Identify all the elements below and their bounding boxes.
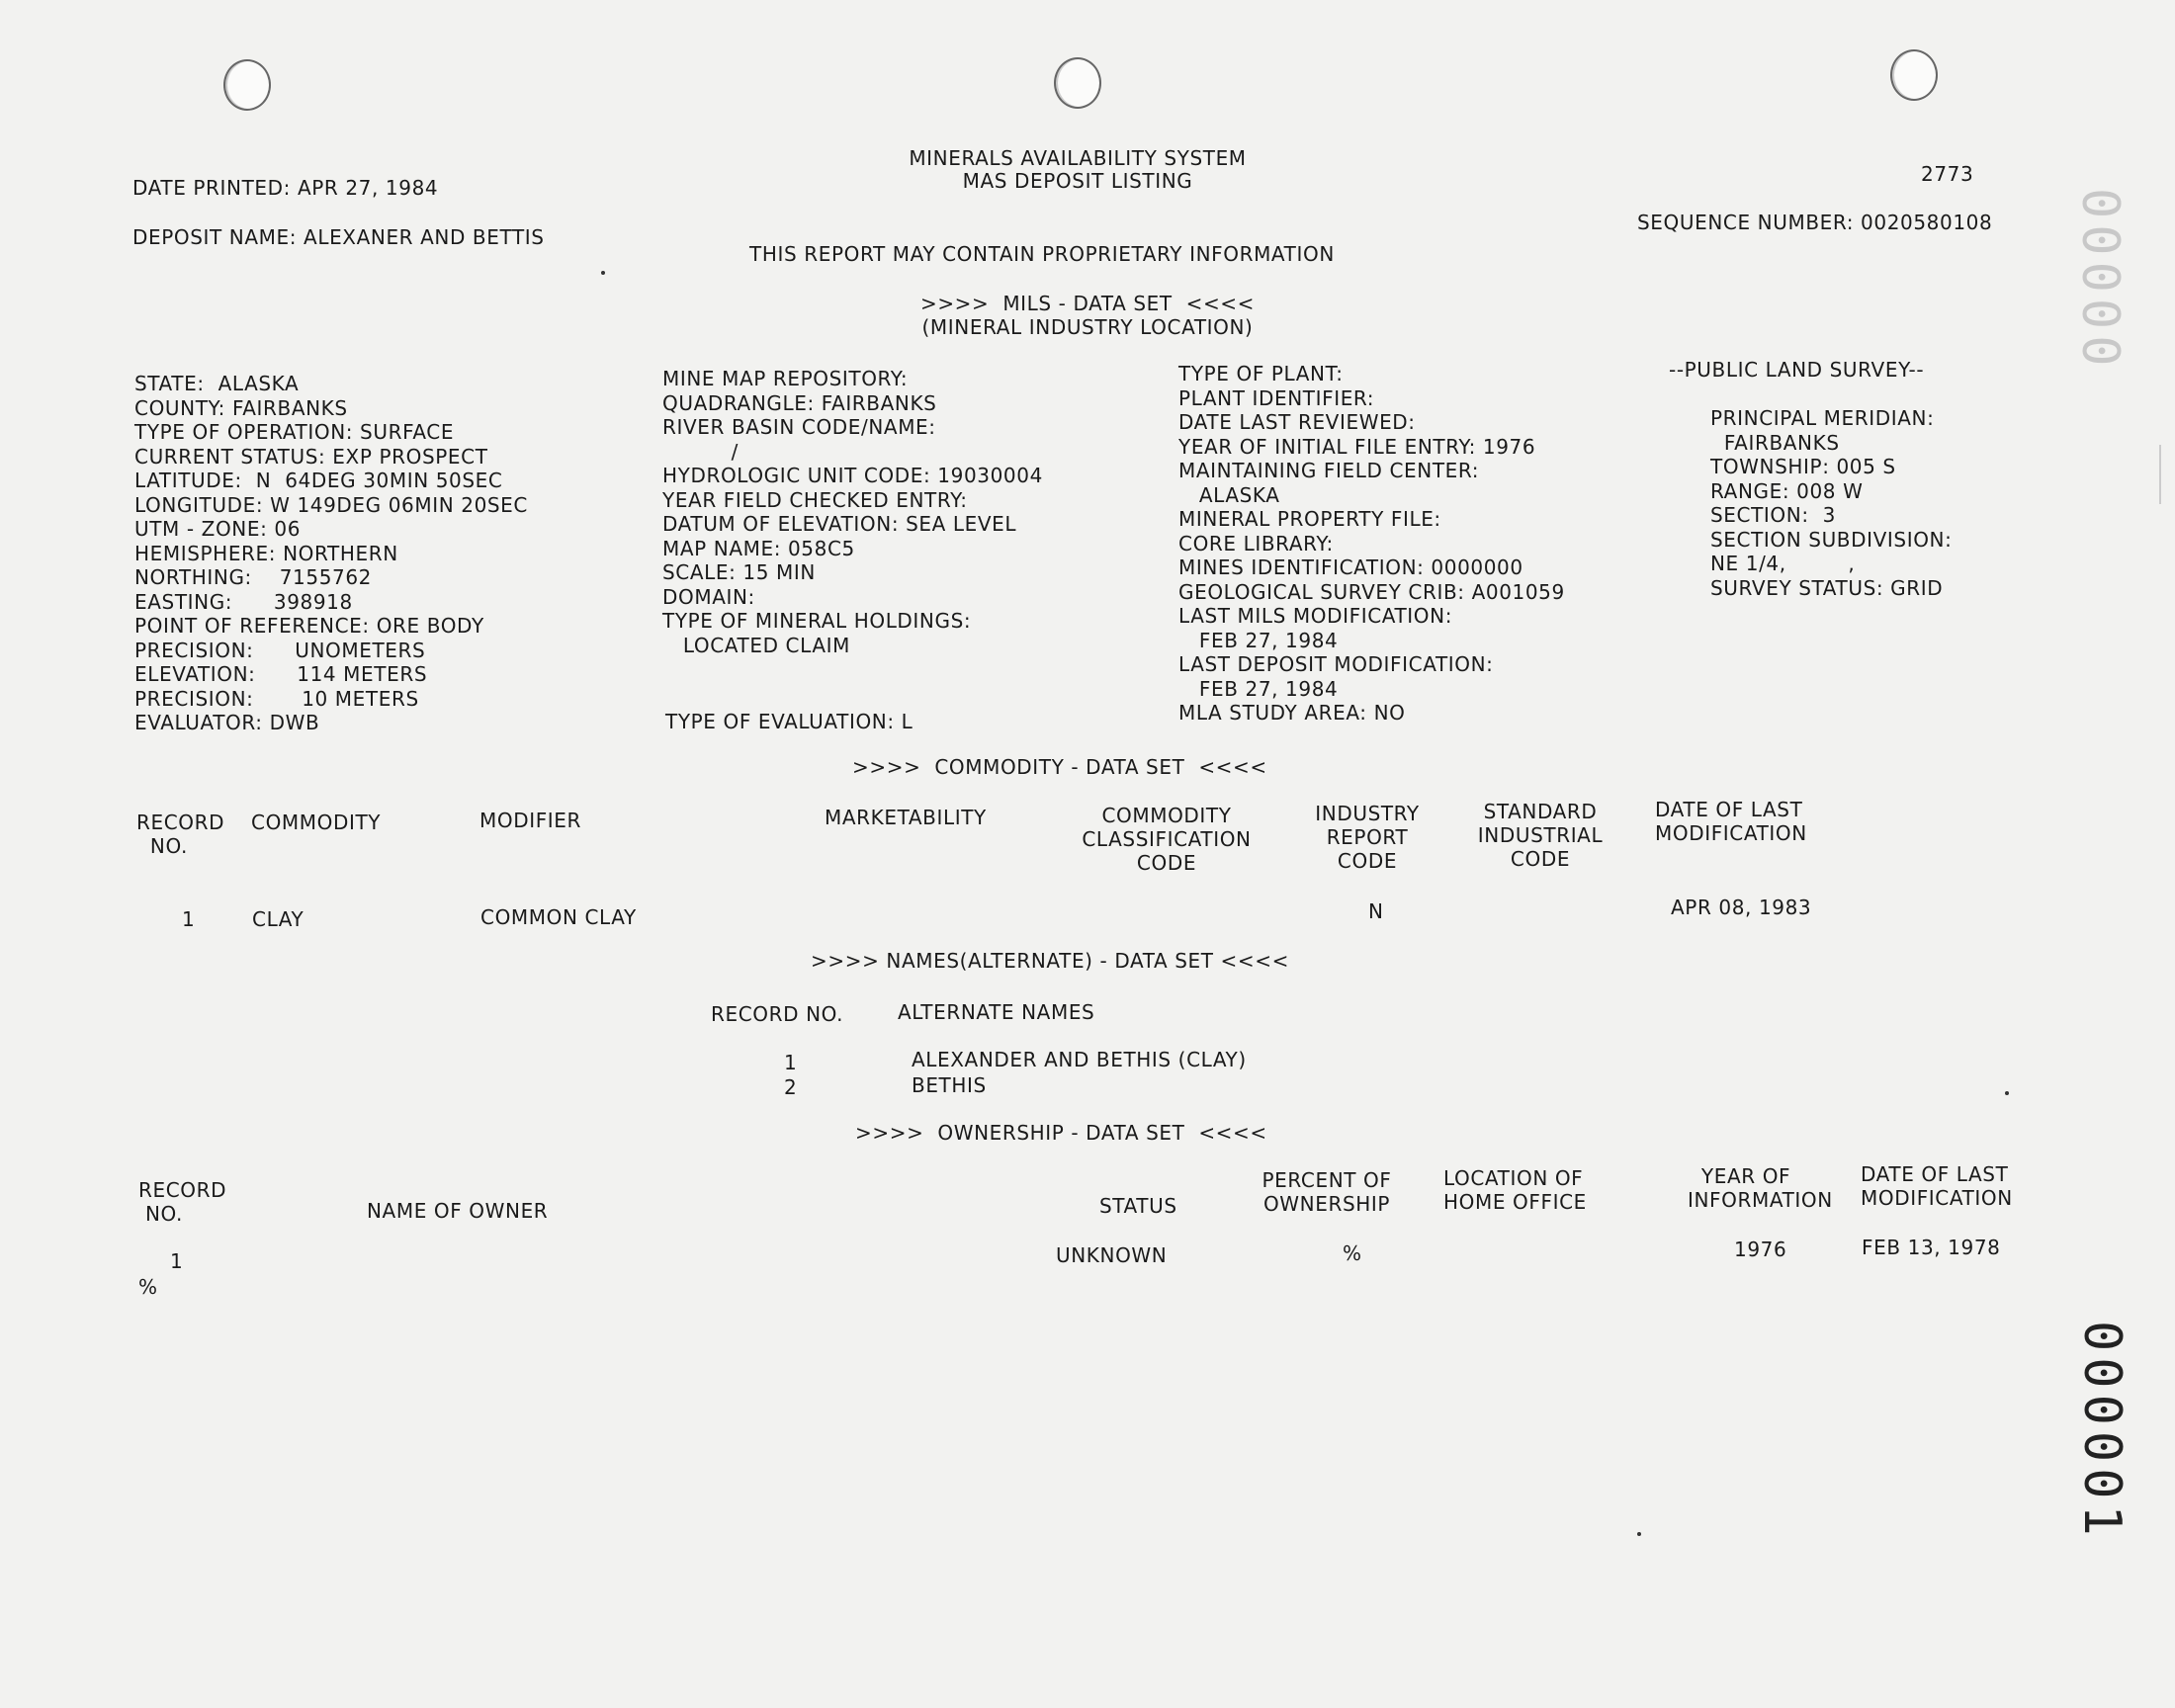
- mils-field: DOMAIN:: [662, 584, 755, 609]
- commodity-name: CLAY: [252, 907, 304, 931]
- mils-field: LAST DEPOSIT MODIFICATION:: [1178, 652, 1494, 676]
- mils-field: TYPE OF PLANT:: [1178, 362, 1344, 385]
- names-col-names: ALTERNATE NAMES: [898, 1000, 1095, 1024]
- commodity-col-standard: STANDARD INDUSTRIAL CODE: [1477, 800, 1604, 871]
- mils-field: TOWNSHIP: 005 S: [1710, 455, 1896, 478]
- mils-field: SURVEY STATUS: GRID: [1710, 575, 1944, 600]
- mils-field: QUADRANGLE: FAIRBANKS: [662, 390, 937, 415]
- mils-column-map: [662, 367, 1167, 663]
- mils-field: MLA STUDY AREA: NO: [1178, 701, 1406, 725]
- mils-field: TYPE OF MINERAL HOLDINGS:: [662, 609, 972, 633]
- page-edge-tab: [2159, 445, 2175, 504]
- commodity-col-record: RECORD NO.: [136, 811, 225, 858]
- mils-field: CORE LIBRARY:: [1178, 531, 1334, 555]
- mils-field: COUNTY: FAIRBANKS: [134, 395, 348, 420]
- punch-hole-center: [1054, 57, 1101, 109]
- alternate-name: ALEXANDER AND BETHIS (CLAY): [912, 1048, 1247, 1071]
- mils-field: /: [662, 439, 739, 464]
- ownership-col-owner: NAME OF OWNER: [367, 1199, 549, 1223]
- mils-field: HYDROLOGIC UNIT CODE: 19030004: [662, 464, 1043, 487]
- names-record-no: 2: [784, 1075, 798, 1099]
- mils-field: ALASKA: [1178, 482, 1280, 507]
- mils-column-location: [134, 372, 649, 739]
- mils-field: FAIRBANKS: [1710, 430, 1840, 455]
- mils-field: STATE: ALASKA: [134, 372, 300, 395]
- mils-field: SCALE: 15 MIN: [662, 560, 816, 584]
- listing-title: MAS DEPOSIT LISTING: [962, 169, 1193, 193]
- mils-field: MAINTAINING FIELD CENTER:: [1178, 459, 1480, 482]
- type-of-evaluation: TYPE OF EVALUATION: L: [665, 710, 914, 733]
- mils-field: RANGE: 008 W: [1710, 478, 1864, 503]
- mils-field: LAST MILS MODIFICATION:: [1178, 604, 1453, 628]
- mils-field: DATUM OF ELEVATION: SEA LEVEL: [662, 512, 1017, 536]
- mils-field: FEB 27, 1984: [1178, 628, 1339, 652]
- ownership-record-no: 1: [170, 1249, 184, 1273]
- ownership-percent: %: [1343, 1241, 1362, 1265]
- ownership-col-location: LOCATION OF HOME OFFICE: [1443, 1166, 1587, 1214]
- mils-column-land-survey: [1710, 406, 2106, 604]
- mils-field: EVALUATOR: DWB: [134, 711, 320, 734]
- deposit-name: DEPOSIT NAME: ALEXANER AND BETTIS: [132, 225, 545, 249]
- commodity-col-industry: INDUSTRY REPORT CODE: [1315, 802, 1420, 873]
- punch-hole-left: [223, 59, 271, 111]
- mils-field: MAP NAME: 058C5: [662, 536, 855, 560]
- speck: [601, 271, 605, 275]
- ownership-date: FEB 13, 1978: [1862, 1236, 2001, 1259]
- mils-field: UTM - ZONE: 06: [134, 517, 302, 541]
- microfilm-stamp-bottom: 000001: [2072, 1321, 2132, 1542]
- mils-field: HEMISPHERE: NORTHERN: [134, 541, 398, 565]
- mils-field: LOCATED CLAIM: [662, 633, 850, 657]
- sequence-number: SEQUENCE NUMBER: 0020580108: [1637, 211, 1993, 234]
- punch-hole-right: [1890, 49, 1938, 101]
- commodity-col-commodity: COMMODITY: [251, 811, 382, 834]
- names-col-record: RECORD NO.: [711, 1002, 844, 1026]
- mils-field: NORTHING: 7155762: [134, 565, 372, 589]
- ownership-col-status: STATUS: [1099, 1194, 1177, 1218]
- page-number: 2773: [1921, 162, 1974, 186]
- mils-field: RIVER BASIN CODE/NAME:: [662, 415, 936, 439]
- mils-field: ELEVATION: 114 METERS: [134, 662, 428, 686]
- commodity-industry-code: N: [1368, 899, 1384, 923]
- ownership-col-record: RECORD NO.: [138, 1178, 227, 1226]
- mils-field: PRECISION: UNOMETERS: [134, 638, 426, 662]
- commodity-col-date: DATE OF LAST MODIFICATION: [1655, 798, 1807, 845]
- ownership-col-date: DATE OF LAST MODIFICATION: [1861, 1162, 2013, 1210]
- ownership-status: UNKNOWN: [1056, 1243, 1168, 1267]
- mils-field: TYPE OF OPERATION: SURFACE: [134, 420, 455, 444]
- commodity-date: APR 08, 1983: [1671, 896, 1812, 919]
- names-record-no: 1: [784, 1051, 798, 1074]
- mils-column-plant: [1178, 362, 1693, 729]
- commodity-record-no: 1: [182, 907, 196, 931]
- ownership-heading: >>>> OWNERSHIP - DATA SET <<<<: [855, 1121, 1267, 1145]
- mils-field: PRINCIPAL MERIDIAN:: [1710, 406, 1935, 430]
- mils-field: PLANT IDENTIFIER:: [1178, 385, 1375, 410]
- mils-field: MINE MAP REPOSITORY:: [662, 367, 909, 390]
- ownership-trailing-percent: %: [138, 1275, 158, 1299]
- commodity-col-marketability: MARKETABILITY: [825, 806, 987, 829]
- mils-field: MINERAL PROPERTY FILE:: [1178, 507, 1441, 531]
- ownership-col-percent: PERCENT OF OWNERSHIP: [1262, 1168, 1392, 1216]
- alternate-name: BETHIS: [912, 1073, 987, 1097]
- mils-field: EASTING: 398918: [134, 589, 353, 614]
- mils-field: CURRENT STATUS: EXP PROSPECT: [134, 444, 488, 469]
- system-title: MINERALS AVAILABILITY SYSTEM: [909, 146, 1247, 170]
- mils-field: YEAR FIELD CHECKED ENTRY:: [662, 487, 968, 512]
- commodity-col-classification: COMMODITY CLASSIFICATION CODE: [1082, 804, 1252, 875]
- proprietary-notice: THIS REPORT MAY CONTAIN PROPRIETARY INFORMATION: [749, 242, 1335, 266]
- speck: [2005, 1091, 2009, 1095]
- public-land-survey-heading: --PUBLIC LAND SURVEY--: [1669, 358, 1925, 382]
- mils-field: LONGITUDE: W 149DEG 06MIN 20SEC: [134, 492, 528, 517]
- mils-subheading: (MINERAL INDUSTRY LOCATION): [921, 315, 1254, 339]
- mils-field: DATE LAST REVIEWED:: [1178, 410, 1416, 434]
- mils-field: LATITUDE: N 64DEG 30MIN 50SEC: [134, 469, 503, 492]
- commodity-col-modifier: MODIFIER: [479, 809, 582, 832]
- mils-field: NE 1/4, ,: [1710, 552, 1856, 575]
- commodity-heading: >>>> COMMODITY - DATA SET <<<<: [852, 755, 1267, 779]
- date-printed: DATE PRINTED: APR 27, 1984: [132, 176, 439, 200]
- mils-field: FEB 27, 1984: [1178, 676, 1339, 701]
- speck: [1637, 1532, 1641, 1536]
- names-heading: >>>> NAMES(ALTERNATE) - DATA SET <<<<: [811, 949, 1289, 973]
- commodity-modifier: COMMON CLAY: [480, 905, 637, 929]
- ownership-year: 1976: [1734, 1238, 1787, 1261]
- mils-field: SECTION: 3: [1710, 503, 1836, 527]
- mils-field: MINES IDENTIFICATION: 0000000: [1178, 555, 1523, 579]
- ownership-col-year: YEAR OF INFORMATION: [1688, 1164, 1833, 1212]
- mils-field: POINT OF REFERENCE: ORE BODY: [134, 614, 484, 638]
- mils-heading: >>>> MILS - DATA SET <<<<: [919, 292, 1256, 315]
- mils-field: SECTION SUBDIVISION:: [1710, 527, 1953, 552]
- mils-field: PRECISION: 10 METERS: [134, 686, 419, 711]
- mils-field: YEAR OF INITIAL FILE ENTRY: 1976: [1178, 434, 1536, 459]
- microfilm-stamp-top: 00000: [2070, 188, 2130, 373]
- mils-field: GEOLOGICAL SURVEY CRIB: A001059: [1178, 579, 1565, 604]
